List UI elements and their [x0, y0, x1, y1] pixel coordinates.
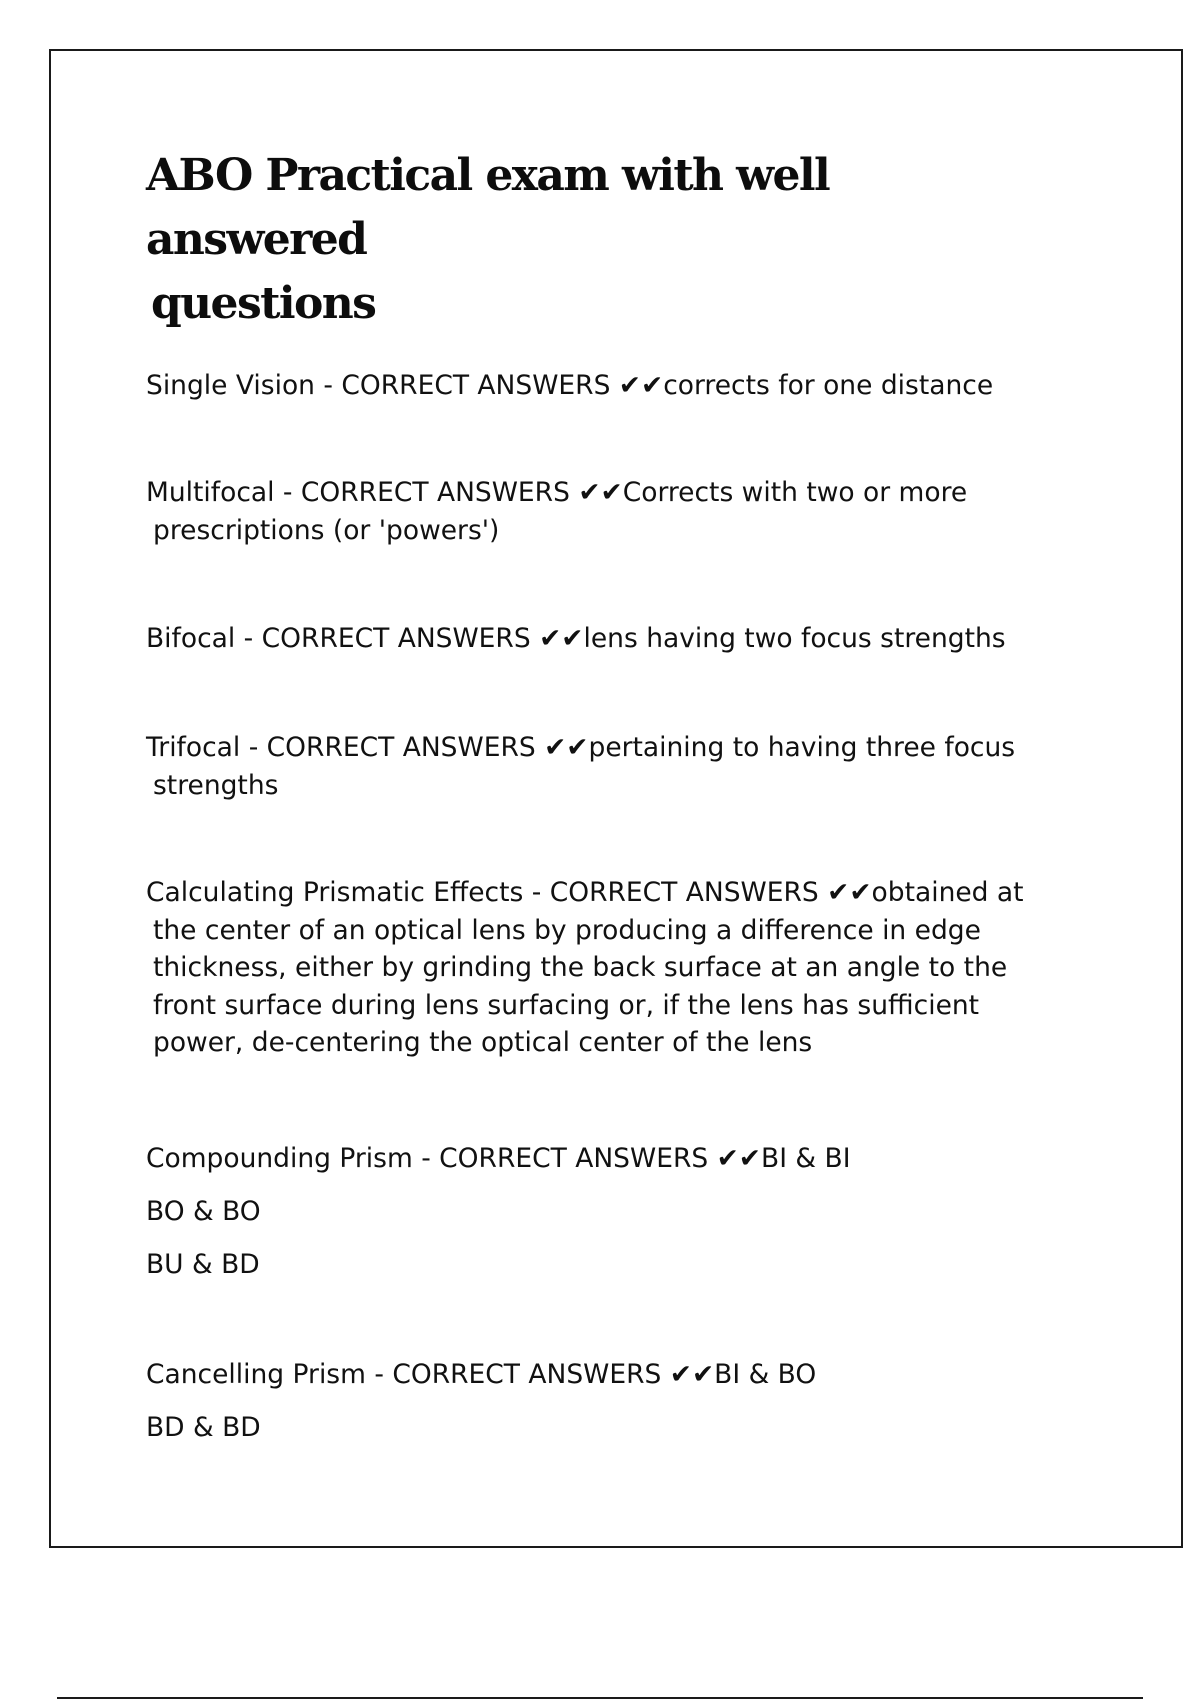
entry-line: BD & BD — [146, 1412, 261, 1443]
entry-line: Compounding Prism - CORRECT ANSWERS ✔✔BI & BI — [146, 1143, 851, 1174]
entry-line: the center of an optical lens by producing a difference in edge — [153, 914, 981, 946]
title-line: ABO Practical exam with well answered — [146, 150, 830, 265]
entry-line: prescriptions (or 'powers') — [153, 514, 500, 546]
entry-multifocal — [146, 474, 1106, 549]
entry-single-vision — [146, 367, 1106, 405]
entry-compounding-prism — [146, 1132, 1106, 1291]
entry-bifocal — [146, 620, 1106, 658]
entry-line: Bifocal - CORRECT ANSWERS ✔✔lens having two focus strengths — [146, 623, 1006, 654]
entry-line: BO & BO — [146, 1196, 261, 1227]
entry-line: front surface during lens surfacing or, if the lens has sufficient — [153, 989, 980, 1021]
entry-calculating-prismatic-effects — [146, 874, 1106, 1062]
entry-line: Single Vision - CORRECT ANSWERS ✔✔corrects for one distance — [146, 370, 994, 401]
entry-line: Calculating Prismatic Effects - CORRECT ANSWERS ✔✔obtained at — [146, 877, 1024, 908]
entry-trifocal — [146, 729, 1106, 804]
entry-cancelling-prism — [146, 1348, 1106, 1454]
entry-line: power, de-centering the optical center of the lens — [153, 1027, 813, 1058]
title-line: questions — [151, 278, 376, 329]
entry-line: Cancelling Prism - CORRECT ANSWERS ✔✔BI & BO — [146, 1359, 817, 1390]
footer-rule — [57, 1697, 1143, 1699]
entry-line: strengths — [153, 769, 279, 801]
entry-line: Trifocal - CORRECT ANSWERS ✔✔pertaining to having three focus — [146, 732, 1016, 763]
entry-line: BU & BD — [146, 1249, 260, 1280]
entry-line: Multifocal - CORRECT ANSWERS ✔✔Corrects with two or more — [146, 477, 968, 508]
entry-line: thickness, either by grinding the back surface at an angle to the — [153, 952, 1008, 983]
document-title — [146, 144, 1046, 336]
